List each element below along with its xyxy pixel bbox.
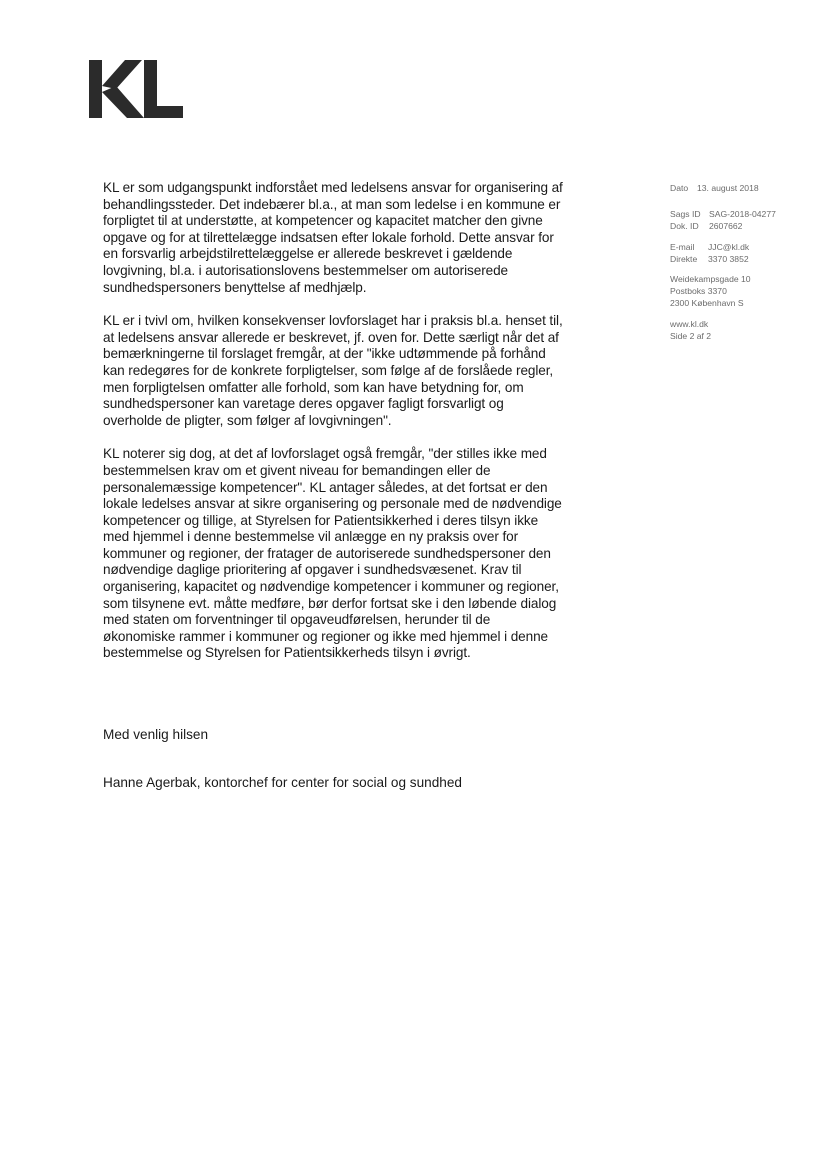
address-line-1: Weidekampsgade 10 [670, 274, 751, 284]
direkte-value: 3370 3852 [708, 254, 749, 264]
kl-logo-mark [89, 60, 183, 118]
kl-logo [89, 60, 183, 118]
sags-id-label: Sags ID [670, 209, 701, 219]
dok-id-label: Dok. ID [670, 221, 699, 231]
address-line-2: Postboks 3370 [670, 286, 727, 296]
address-block [670, 273, 820, 309]
closing-greeting: Med venlig hilsen [103, 727, 209, 742]
email-value[interactable]: JJC@kl.dk [708, 242, 750, 252]
paragraph-2: KL er i tvivl om, hvilken konsekvenser lovforslaget har i praksis bl.a. henset til, at ledelsens ansvar allerede er beskrevet, jf. oven for. Dette særligt når det af bemærkningerne til forslaget fremgår, at der "ikke udtømmende på forhånd kan redegøres for de konkrete forpligtelser, som følge af de forslåede regler, men forpligtelsen omfatter alle forhold, som kan have betydning for, om sundhedspersoner kan varetage deres opgaver fagligt forsvarligt og overholde de pligter, som følger af lovgivningen". [103, 313, 563, 428]
paragraph-1: KL er som udgangspunkt indforstået med ledelsens ansvar for organisering af behandlingssteder. Det indebærer bl.a., at man som ledelse i en kommune er forpligtet til at understøtte, at kompetencer og kapacitet matcher den givne opgave og for at tilrettelægge indsatsen efter lokale forhold. Dette ansvar for en forsvarlig arbejdstilrettelæggelse er allerede beskrevet i gældende lovgivning, bl.a. i autorisationslovens bestemmelser om autoriserede sundhedspersoners benyttelse af medhjælp. [103, 180, 563, 295]
date-value: 13. august 2018 [697, 183, 759, 193]
paragraph-3: KL noterer sig dog, at det af lovforslaget også fremgår, "der stilles ikke med bestemmelsen krav om et givent niveau for bemandingen eller de personalemæssige kompetencer". KL antager således, at det fortsat er den lokale ledelses ansvar at sikre organisering og personale med de nødvendige kompetencer og tillige, at Styrelsen for Patientsikkerhed i deres tilsyn ikke med hjemmel i denne bestemmelse vil anlægge en ny praksis over for kommuner og regioner, der fratager de autoriserede sundhedspersoner den nødvendige daglige prioritering af opgaver i sundhedsvæsenet. Krav til organisering, kapacitet og nødvendige kompetencer i kommuner og regioner, som tilsynene evt. måtte medføre, bør derfor fortsat ske i den løbende dialog med staten om forventninger til opgaveudførelsen, herunder til de økonomiske rammer i kommuner og regioner og ikke med hjemmel i denne bestemmelse og Styrelsen for Patientsikkerheds tilsyn i øvrigt. [103, 446, 562, 661]
contact-info [670, 241, 820, 265]
email-label: E-mail [670, 242, 695, 252]
case-ids [670, 208, 820, 232]
letter-body [103, 180, 565, 662]
date-label: Dato [670, 183, 689, 193]
page-number: Side 2 af 2 [670, 331, 712, 341]
signature-line: Hanne Agerbak, kontorchef for center for social og sundhed [103, 775, 462, 790]
direkte-label: Direkte [670, 254, 698, 264]
dok-id-value: 2607662 [709, 221, 743, 231]
address-line-3: 2300 København S [670, 298, 744, 308]
website-link[interactable]: www.kl.dk [670, 319, 709, 329]
direkte-row [670, 253, 820, 265]
web-page-block [670, 318, 820, 342]
email-row [670, 241, 820, 253]
date-row [670, 182, 820, 194]
document-metadata-sidebar [670, 182, 820, 342]
sags-id-value: SAG-2018-04277 [709, 209, 776, 219]
sags-id-row [670, 208, 820, 220]
dok-id-row [670, 220, 820, 232]
